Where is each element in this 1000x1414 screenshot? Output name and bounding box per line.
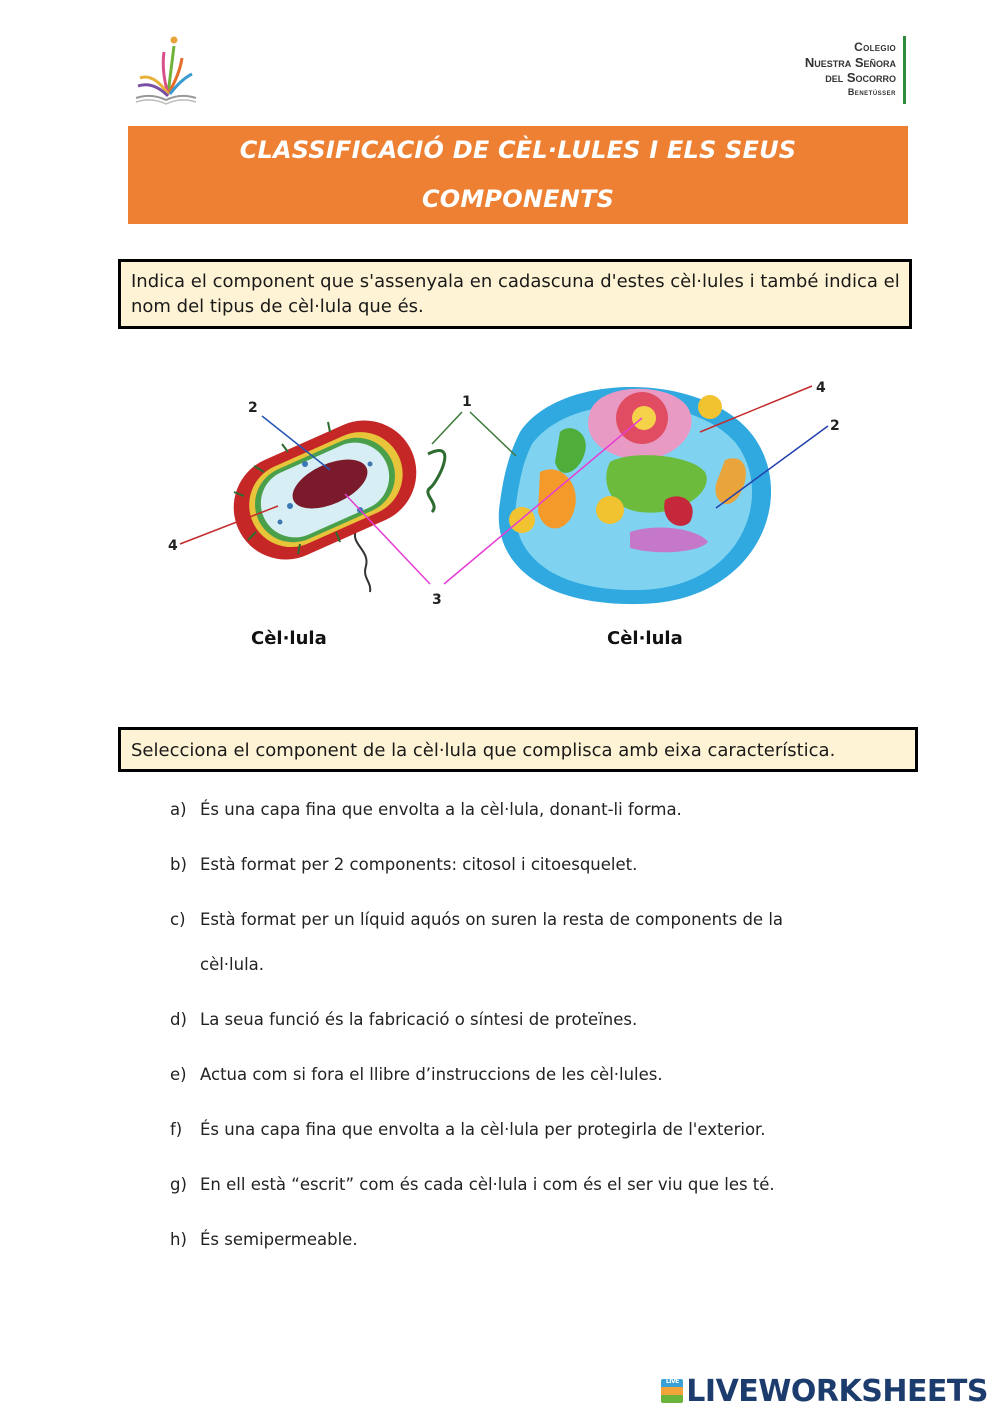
label-bacterium-2: 2 xyxy=(248,400,258,416)
item-text: En ell està “escrit” com és cada cèl·lula i com és el ser viu que les té. xyxy=(200,1175,775,1194)
cell-diagram xyxy=(160,372,860,612)
school-name xyxy=(805,40,896,100)
list-item xyxy=(170,1175,775,1194)
label-animal-2: 2 xyxy=(830,418,840,434)
list-item xyxy=(170,910,783,929)
list-item xyxy=(170,855,637,874)
item-text: És una capa fina que envolta a la cèl·lula, donant-li forma. xyxy=(200,800,682,819)
list-item xyxy=(170,1230,358,1249)
school-logo xyxy=(134,34,198,106)
school-name-line-3: del Socorro xyxy=(825,70,896,85)
liveworksheets-badge-text: LIVE xyxy=(665,1378,679,1385)
item-text: La seua funció és la fabricació o síntesi de proteïnes. xyxy=(200,1010,638,1029)
label-bacterium-4: 4 xyxy=(168,538,178,554)
liveworksheets-text: LIVEWORKSHEETS xyxy=(686,1374,988,1409)
exercise-2-instruction: Selecciona el component de la cèl·lula que complisca amb eixa característica. xyxy=(118,727,918,772)
item-letter: f) xyxy=(170,1120,183,1139)
caption-right-cell: Cèl·lula xyxy=(607,628,683,649)
item-letter: b) xyxy=(170,855,187,874)
school-divider xyxy=(903,36,906,104)
page-title xyxy=(128,126,908,224)
item-letter: c) xyxy=(170,910,186,929)
list-item xyxy=(170,1065,663,1084)
item-text: Està format per un líquid aquós on suren la resta de components de la xyxy=(200,910,784,929)
item-letter: d) xyxy=(170,1010,187,1029)
list-item xyxy=(170,800,682,819)
item-text: És semipermeable. xyxy=(200,1230,358,1249)
caption-left-cell: Cèl·lula xyxy=(251,628,327,649)
page-title-line-1: CLASSIFICACIÓ DE CÈL·LULES I ELS SEUS xyxy=(239,136,797,164)
list-item xyxy=(170,1120,766,1139)
page-title-line-2: COMPONENTS xyxy=(421,185,615,213)
school-logo-icon xyxy=(134,34,198,106)
list-item xyxy=(170,1010,637,1029)
list-item-continuation xyxy=(200,955,264,974)
item-letter: e) xyxy=(170,1065,187,1084)
item-text: cèl·lula. xyxy=(200,955,265,974)
label-animal-4: 4 xyxy=(816,380,826,396)
liveworksheets-badge-icon xyxy=(661,1379,683,1403)
label-shared-3: 3 xyxy=(432,592,442,608)
item-letter: a) xyxy=(170,800,187,819)
item-letter: h) xyxy=(170,1230,187,1249)
exercise-1-instruction: Indica el component que s'assenyala en cadascuna d'estes cèl·lules i també indica el nom del tipus de cèl·lula que és. xyxy=(118,259,912,329)
liveworksheets-logo xyxy=(661,1374,988,1409)
item-letter: g) xyxy=(170,1175,187,1194)
cell-diagram-illustration xyxy=(160,372,860,612)
item-text: Actua com si fora el llibre d’instruccions de les cèl·lules. xyxy=(200,1065,663,1084)
school-name-line-4: Benetússer xyxy=(847,87,896,97)
school-name-line-2: Nuestra Señora xyxy=(804,55,896,70)
school-name-line-1: Colegio xyxy=(854,40,896,54)
label-shared-1: 1 xyxy=(462,394,472,410)
item-text: Està format per 2 components: citosol i citoesquelet. xyxy=(200,855,638,874)
item-text: És una capa fina que envolta a la cèl·lula per protegirla de l'exterior. xyxy=(200,1120,766,1139)
